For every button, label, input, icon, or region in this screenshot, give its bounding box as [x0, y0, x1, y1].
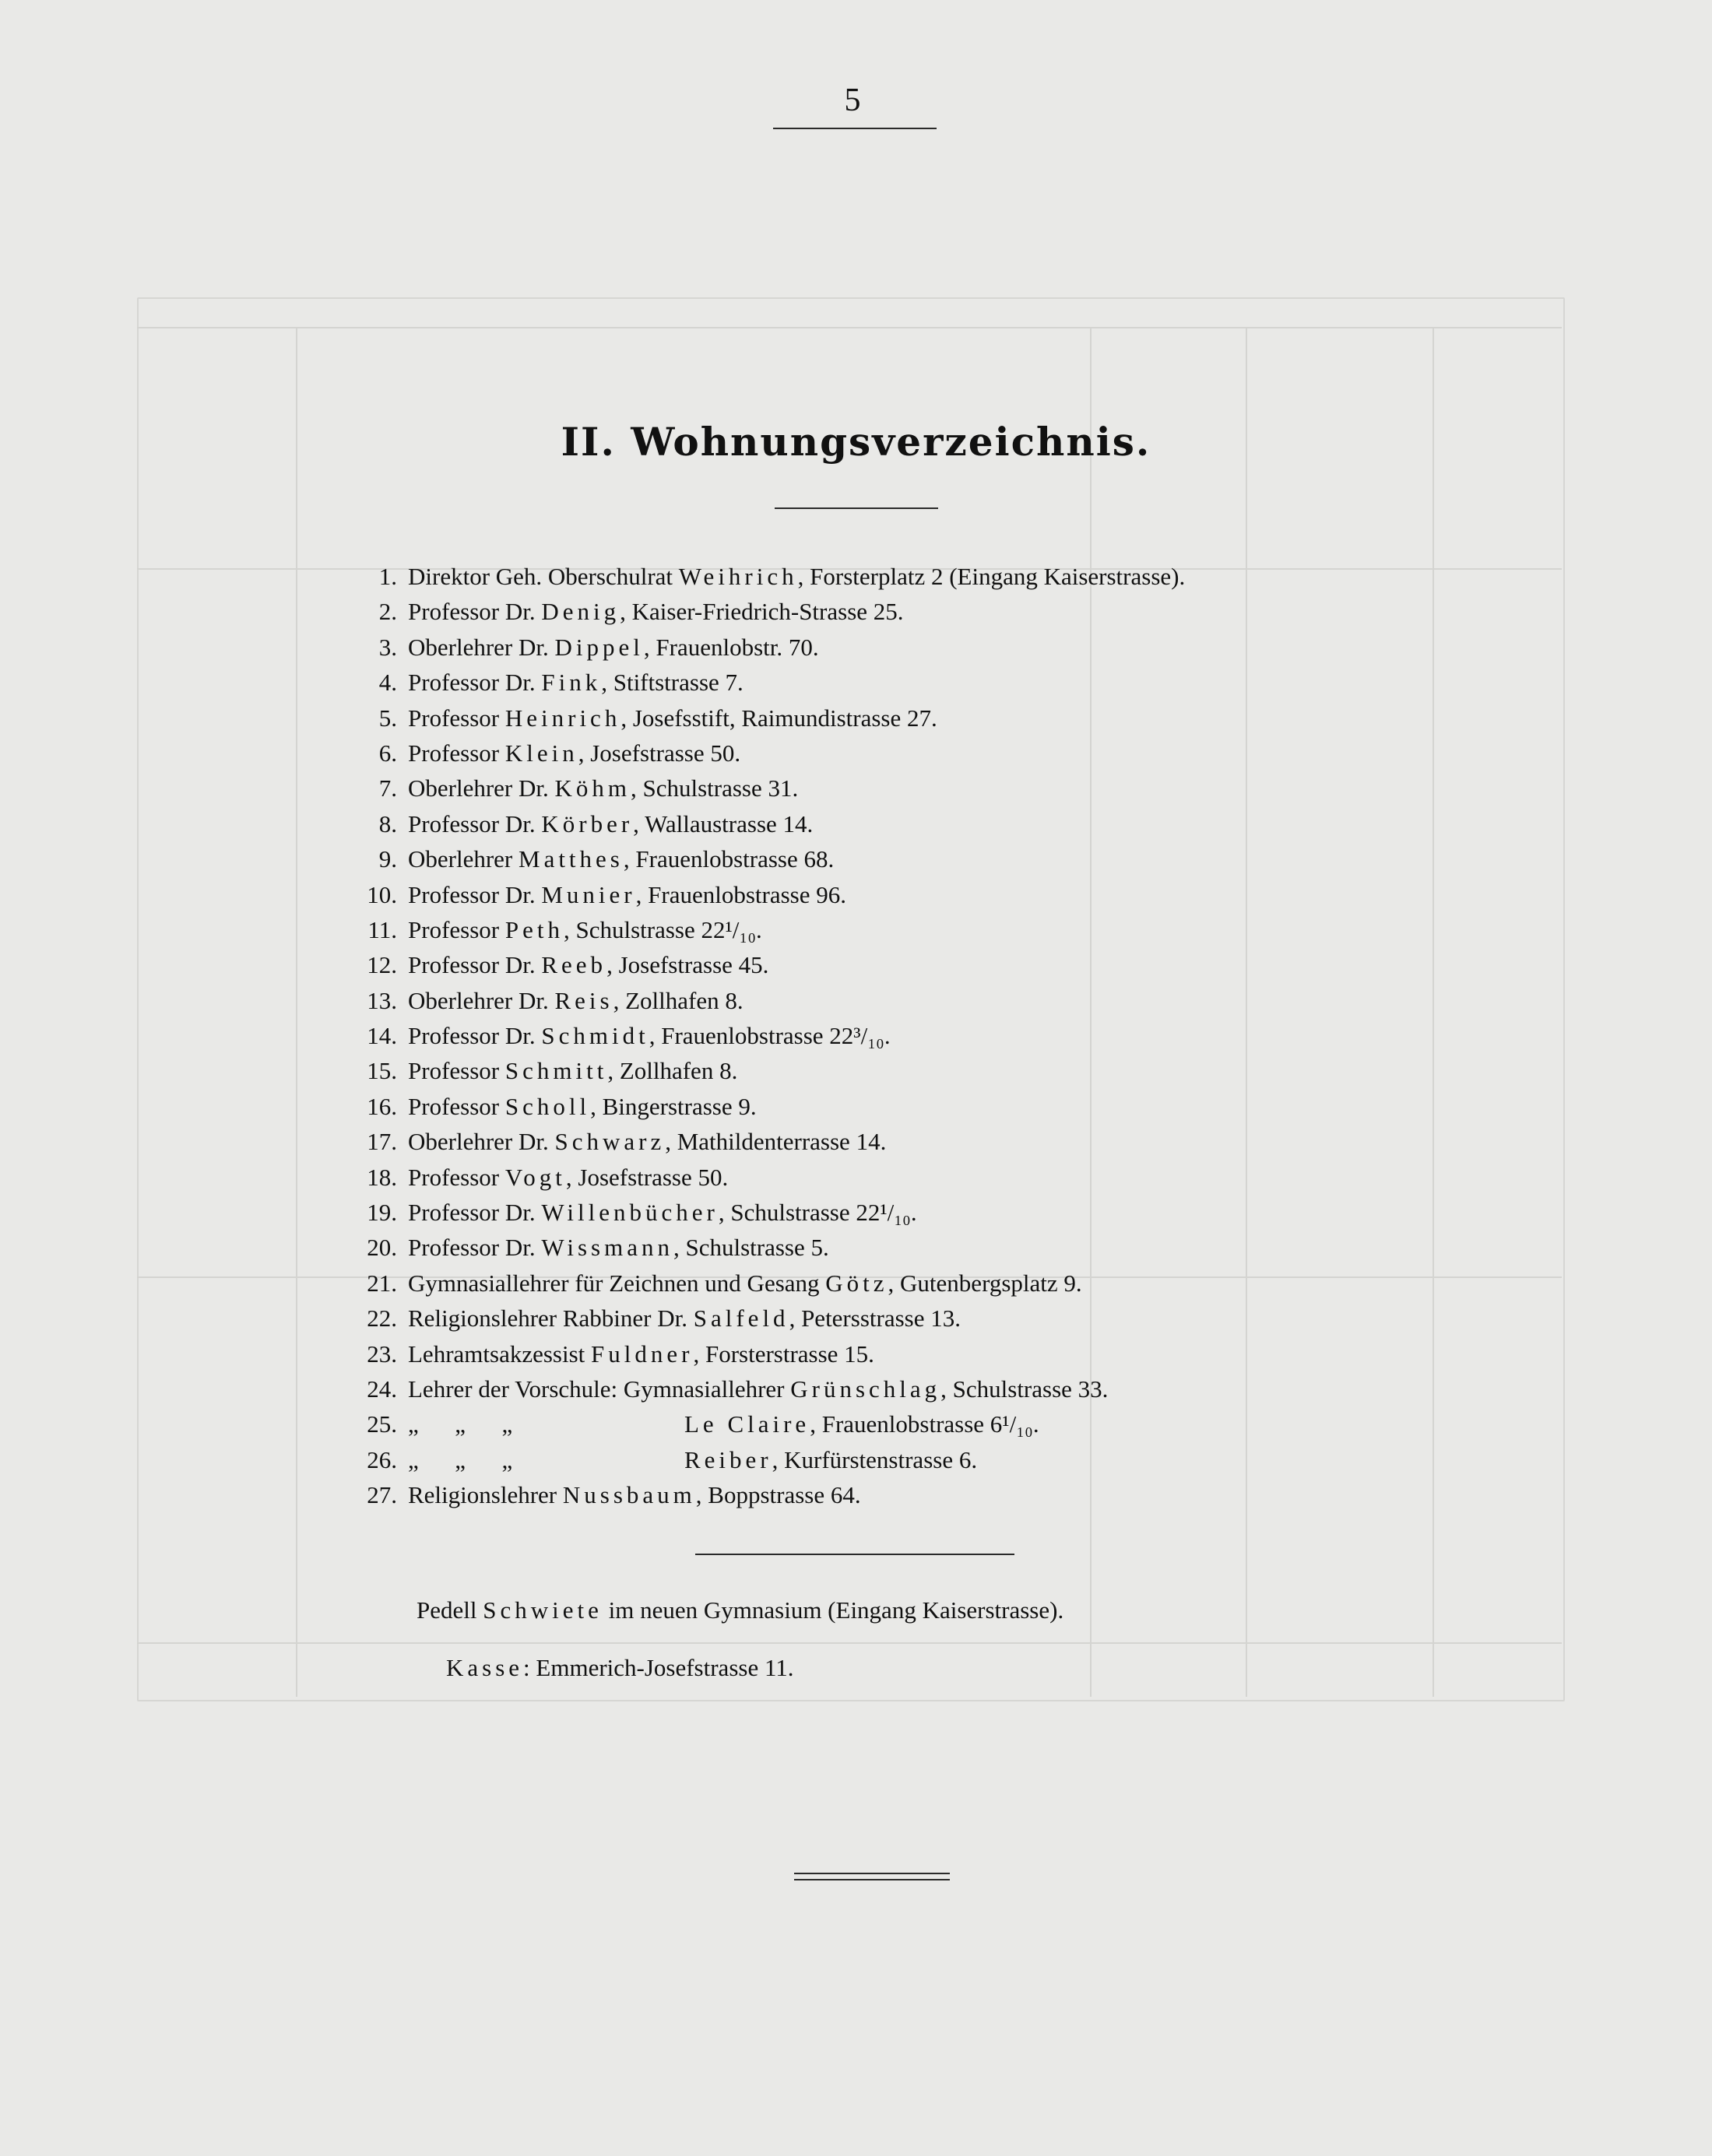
- person-name: Heinrich: [504, 704, 621, 732]
- person-name: Köhm: [554, 774, 631, 802]
- person-name: Fink: [541, 669, 602, 697]
- person-name: Peth: [504, 915, 564, 943]
- person-name: Le Claire: [684, 1410, 810, 1438]
- list-item: 23. Lehramtsakzessist Fuldner, Forsterstrasse 15.: [367, 1340, 874, 1368]
- person-name: Weihrich: [678, 563, 798, 590]
- show-through-line: [296, 327, 297, 1697]
- person-name: Reeb: [541, 951, 607, 979]
- person-name: Körber: [541, 809, 634, 837]
- person-name: Schwiete: [483, 1596, 603, 1624]
- person-name: Klein: [504, 739, 578, 767]
- person-name: Salfeld: [693, 1304, 789, 1333]
- page-number: 5: [844, 83, 861, 118]
- person-name: Willenbücher: [541, 1199, 719, 1227]
- person-name: Munier: [541, 880, 636, 908]
- list-item: 19. Professor Dr. Willenbücher, Schulstrasse 22¹/₁₀.: [367, 1199, 917, 1227]
- list-item: 15. Professor Schmitt, Zollhafen 8.: [367, 1057, 738, 1085]
- list-item: 11. Professor Peth, Schulstrasse 22¹/₁₀.: [367, 915, 762, 943]
- list-item: 27. Religionslehrer Nussbaum, Boppstrasse 64.: [367, 1481, 861, 1509]
- person-name: Vogt: [504, 1163, 566, 1191]
- person-name: Fuldner: [591, 1340, 694, 1368]
- list-item: 2. Professor Dr. Denig, Kaiser-Friedrich-Strasse 25.: [378, 598, 904, 626]
- list-item: 18. Professor Vogt, Josefstrasse 50.: [367, 1163, 729, 1191]
- list-item: 12. Professor Dr. Reeb, Josefstrasse 45.: [367, 951, 769, 979]
- section-title: II. Wohnungsverzeichnis.: [561, 419, 1151, 465]
- list-item: 6. Professor Klein, Josefstrasse 50.: [378, 739, 741, 767]
- list-item: 25. „ „ „ Le Claire, Frauenlobstrasse 6¹/₁₀.: [367, 1410, 1039, 1438]
- list-item: 17. Oberlehrer Dr. Schwarz, Mathildenterrasse 14.: [367, 1128, 887, 1156]
- list-item: 14. Professor Dr. Schmidt, Frauenlobstrasse 22³/₁₀.: [367, 1022, 891, 1050]
- list-item: 20. Professor Dr. Wissmann, Schulstrasse 5.: [367, 1234, 829, 1262]
- header-rule: [773, 128, 937, 129]
- list-item: 26. „ „ „ Reiber, Kurfürstenstrasse 6.: [367, 1445, 978, 1473]
- list-item: 21. Gymnasiallehrer für Zeichnen und Gesang Götz, Gutenbergsplatz 9.: [367, 1269, 1082, 1297]
- person-name: Götz: [825, 1269, 888, 1297]
- list-item: 9. Oberlehrer Matthes, Frauenlobstrasse 68.: [378, 845, 835, 873]
- person-name: Grünschlag: [790, 1375, 941, 1403]
- list-item: 13. Oberlehrer Dr. Reis, Zollhafen 8.: [367, 986, 744, 1014]
- person-name: Matthes: [519, 845, 624, 873]
- list-end-rule: [695, 1554, 1014, 1555]
- show-through-line: [137, 327, 1562, 328]
- list-item: 10. Professor Dr. Munier, Frauenlobstrasse 96.: [367, 880, 846, 908]
- list-item: 7. Oberlehrer Dr. Köhm, Schulstrasse 31.: [378, 774, 799, 802]
- list-item: 16. Professor Scholl, Bingerstrasse 9.: [367, 1092, 757, 1120]
- closing-rule: [794, 1873, 950, 1874]
- person-name: Nussbaum: [562, 1481, 696, 1509]
- list-item: 1. Direktor Geh. Oberschulrat Weihrich, Forsterplatz 2 (Eingang Kaiserstrasse).: [378, 563, 1186, 590]
- show-through-line: [137, 1642, 1562, 1644]
- person-name: Scholl: [504, 1092, 591, 1120]
- person-name: Reis: [554, 986, 613, 1014]
- person-name: Schwarz: [554, 1128, 666, 1156]
- kasse-line: Kasse: Emmerich-Josefstrasse 11.: [446, 1654, 794, 1681]
- person-name: Denig: [541, 598, 620, 626]
- title-rule: [775, 507, 938, 509]
- person-name: Dippel: [554, 633, 644, 661]
- person-name: Wissmann: [541, 1234, 673, 1262]
- list-item: 8. Professor Dr. Körber, Wallaustrasse 14.: [378, 809, 814, 837]
- person-name: Schmidt: [541, 1022, 649, 1050]
- list-item: 5. Professor Heinrich, Josefsstift, Raimundistrasse 27.: [378, 704, 937, 732]
- address-list: [343, 559, 1448, 1513]
- list-item: 4. Professor Dr. Fink, Stiftstrasse 7.: [378, 669, 744, 697]
- person-name: Schmitt: [504, 1057, 608, 1085]
- pedell-line: Pedell Schwiete im neuen Gymnasium (Eingang Kaiserstrasse).: [417, 1596, 1064, 1624]
- kasse-label: Kasse: [446, 1654, 524, 1681]
- closing-rule-lower: [794, 1879, 950, 1880]
- list-item: 22. Religionslehrer Rabbiner Dr. Salfeld, Petersstrasse 13.: [367, 1304, 961, 1333]
- list-item: 3. Oberlehrer Dr. Dippel, Frauenlobstr. 70.: [378, 633, 819, 661]
- person-name: Reiber: [684, 1445, 772, 1473]
- list-item: 24. Lehrer der Vorschule: Gymnasiallehrer Grünschlag, Schulstrasse 33.: [367, 1375, 1109, 1403]
